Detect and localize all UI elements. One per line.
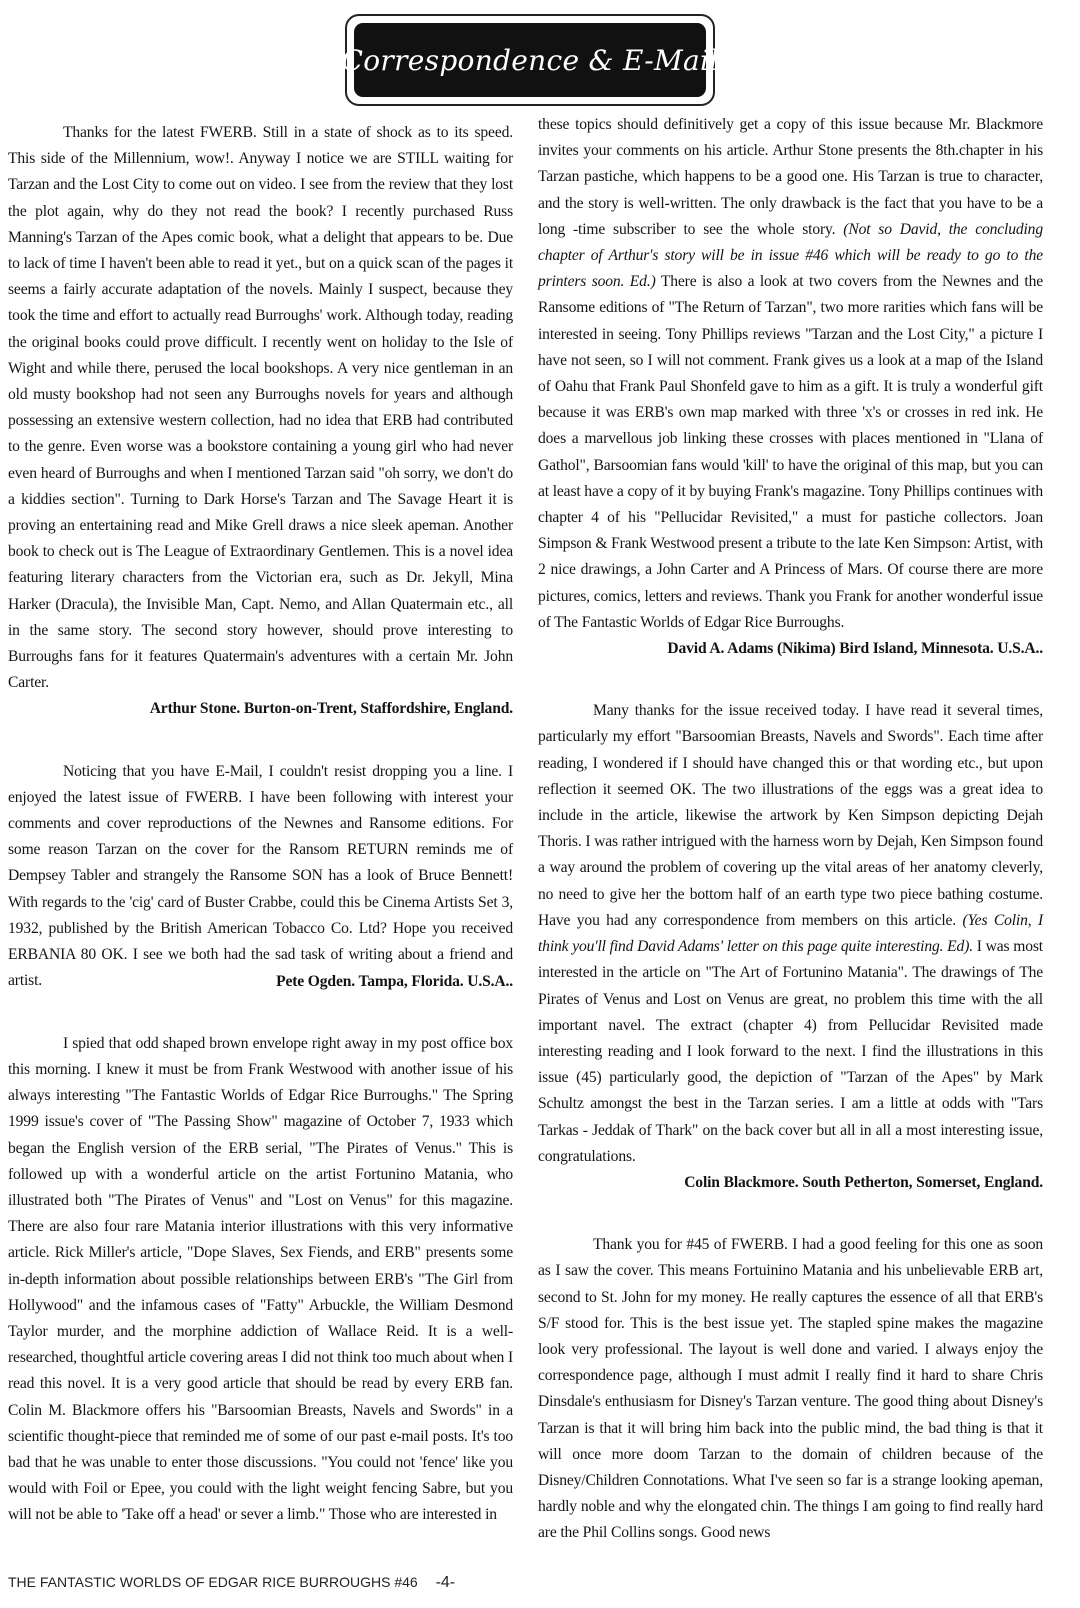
section-title: Correspondence & E-Mail bbox=[341, 43, 719, 77]
letter-text: these topics should definitively get a copy of this issue because Mr. Blackmore invites your comments on his article. Arthur Stone presents the 8th.chapter in his Tarzan pastiche, which happens to be a good one. His Tarzan is true to character, and the story is well-written. The only drawback is the fact that you have to be a long -time subscriber to see the whole story. bbox=[538, 116, 1043, 238]
left-column bbox=[8, 120, 513, 1529]
editor-note: (Yes Colin, I think you'll find David Adams' letter on this page quite interesting. Ed). bbox=[538, 911, 1044, 956]
page-footer bbox=[8, 1574, 1072, 1592]
section-header-banner bbox=[341, 23, 719, 97]
letter-body: I spied that odd shaped brown envelope right away in my post office box this morning. I knew it must be from Frank Westwood with another issue of his always interesting "The Fantastic Worlds of Edgar Rice Burroughs." The Spring 1999 issue's cover of "The Passing Show" magazine of October 7, 1933 which began the English version of the ERB serial, "The Pirates of Venus." This is followed up with a wonderful article on the artist Fortunino Matania, who illustrated both "The Pirates of Venus" and "Lost on Venus" for this magazine. There are also four rare Matania interior illustrations with this very informative article. Rick Miller's article, "Dope Slaves, Sex Fiends, and ERB" presents some in-depth information about possible relationships between ERB's "The Girl from Hollywood" and the infamous cases of "Fatty" Arbuckle, the William Desmond Taylor murder, and the morphine addiction of Wallace Reid. It is a well-researched, thoughtful article covering areas I did not think too much about when I read this novel. It is a very good article that should be read by every ERB fan. Colin M. Blackmore offers his "Barsoomian Breasts, Navels and Swords" in a scientific thought-piece that reminded me of some of our past e-mail posts. It's too bad that he was unable to enter those discussions. "You could not 'fence' like you would with Foil or Epee, you could with the light weight fencing Sabre, but you will not be able to 'Take off a head' or sever a limb." Those who are interested in bbox=[8, 1034, 513, 1524]
letter-text: There is also a look at two covers from the Newnes and the Ransome editions of "The Return of Tarzan", two more rarities which fans will be interested in seeing. Tony Phillips reviews "Tarzan and the Lost City," a picture I have not seen, so I will not comment. Frank gives us a look at a map of the Island of Oahu that Frank Paul Shonfeld gave to him as a gift. It is truly a wonderful gift because it was ERB's own map marked with three 'x's or crosses in red ink. He does a marvellous job linking these crosses with places mentioned in "Llana of Gathol", Barsoomian fans would 'kill' to have the original of this map, but you can at least have a copy of it by buying Frank's magazine. Tony Phillips continues with chapter 4 of his "Pellucidar Revisited," a must for pastiche collectors. Joan Simpson & Frank Westwood present a tribute to the late Ken Simpson: Artist, with 2 nice drawings, a John Carter and A Princess of Mars. Of course there are more pictures, comics, letters and reviews. Thank you Frank for another wonderful issue of The Fantastic Worlds of Edgar Rice Burroughs. bbox=[538, 273, 1044, 631]
letter-text: I was most interested in the article on "The Art of Fortunino Matania". The drawings of The Pirates of Venus and Lost on Venus are great, no problem this time with the all important navel. The extract (chapter 4) from Pellucidar Revisited made interesting reading and I look forward to the next. I find the illustrations in this issue (45) particularly good, the depiction of "Tarzan of the Apes" by Mark Schultz amongst the best in the Tarzan series. I am a little at odds with "Tars Tarkas - Jeddak of Thark" on the back cover but all in all a most interesting issue, congratulations. bbox=[538, 938, 1043, 1165]
letter-signature: David A. Adams (Nikima) Bird Island, Minnesota. U.S.A.. bbox=[667, 640, 1043, 658]
letter-signature: Colin Blackmore. South Petherton, Somerset, England. bbox=[684, 1173, 1043, 1191]
letter-signature: Pete Ogden. Tampa, Florida. U.S.A.. bbox=[276, 972, 513, 990]
page-number: -4- bbox=[435, 1574, 456, 1591]
letter-body: Thank you for #45 of FWERB. I had a good feeling for this one as soon as I saw the cover. This means Fortuinino Matania and his unbelievable ERB art, second to St. John for my money. He really captures the essence of all that ERB's S/F stood for. This is the best issue yet. The stapled spine makes the magazine look very professional. The layout is well done and varied. I always enjoy the correspondence page, although I must admit I really find it hard to share Chris Dinsdale's enthusiasm for Disney's Tarzan venture. The good thing about Disney's Tarzan is that it will bring him back into the public mind, the bad thing is that it will once more doom Tarzan to the domain of children because of the Disney/Children Connotations. What I've seen so far is a strange looking apeman, hardly noble and why the elongated chin. The things I am going to find really hard are the Phil Collins songs. Good news bbox=[538, 1236, 1043, 1542]
section-header bbox=[341, 14, 719, 106]
letter-body-continued bbox=[538, 112, 1043, 636]
letter-text: Many thanks for the issue received today. I have read it several times, particularly my effort "Barsoomian Breasts, Navels and Swords". Each time after reading, I wondered if I should have changed this or that wording etc., but upon reflection it seemed OK. The two illustrations of the eggs was a great idea to include in the article, likewise the artwork by Ken Simpson depicting Dejah Thoris. I was rather intrigued with the harness worn by Dejah, Ken Simpson found a way around the problem of covering up the vital areas of her anatomy cleverly, no need to give her the bottom half of an earth type two piece bathing costume. Have you had any correspondence from members on this article. bbox=[538, 702, 1043, 929]
letter-body bbox=[538, 698, 1043, 1170]
letter-signature: Arthur Stone. Burton-on-Trent, Staffordshire, England. bbox=[149, 700, 513, 718]
publication-title: THE FANTASTIC WORLDS OF EDGAR RICE BURROUGHS #46 bbox=[8, 1574, 418, 1590]
letter-body: Noticing that you have E-Mail, I couldn't resist dropping you a line. I enjoyed the latest issue of FWERB. I have been following with interest your comments and cover reproductions of the Newnes and Ransome editions. For some reason Tarzan on the cover for the Ransom RETURN reminds me of Dempsey Tabler and strangely the Ransome SON has a look of Bruce Bennett! With regards to the 'cig' card of Buster Crabbe, could this be Cinema Artists Set 3, 1932, published by the British American Tobacco Co. Ltd? Hope you received ERBANIA 80 OK. I see we both had the sad task of writing about a friend and artist. bbox=[8, 762, 513, 990]
editor-note: (Not so David, the concluding chapter of Arthur's story will be in issue #46 which will be ready to go to the printers soon. Ed.) bbox=[538, 220, 1043, 291]
right-column bbox=[538, 112, 1043, 1547]
letter-body: Thanks for the latest FWERB. Still in a state of shock as to its speed. This side of the Millennium, wow!. Anyway I notice we are STILL waiting for Tarzan and the Lost City to come out on video. I see from the review that they lost the plot again, why do they not read the book? I recently purchased Russ Manning's Tarzan of the Apes comic book, what a delight that appears to be. Due to lack of time I haven't been able to read it yet., but on a quick scan of the pages it seems a fairly accurate adaptation of the novels. Mainly I suspect, because they took the time and effort to actually read Burroughs' work. Although today, reading the original books could prove difficult. I recently went on holiday to the Isle of Wight and while there, perused the local bookshops. A very nice gentleman in an old musty bookshop had not seen any Burroughs novels for years and although possessing an extensive western collection, had no idea that ERB had contributed to the genre. Even worse was a bookstore containing a young girl who had never even heard of Burroughs and when I mentioned Tarzan said "oh sorry, we don't do a kiddies section". Turning to Dark Horse's Tarzan and The Savage Heart it is proving an entertaining read and Mike Grell draws a nice sleek apeman. Another book to check out is The League of Extraordinary Gentlemen. This is a novel idea featuring literary characters from the Victorian era, such as Dr. Jekyll, Mina Harker (Dracula), the Invisible Man, Capt. Nemo, and Allan Quatermain etc., all in the same story. The second story however, should prove interesting to Burroughs fans for it features Quatermain's adventures with a certain Mr. John Carter. bbox=[8, 124, 513, 692]
